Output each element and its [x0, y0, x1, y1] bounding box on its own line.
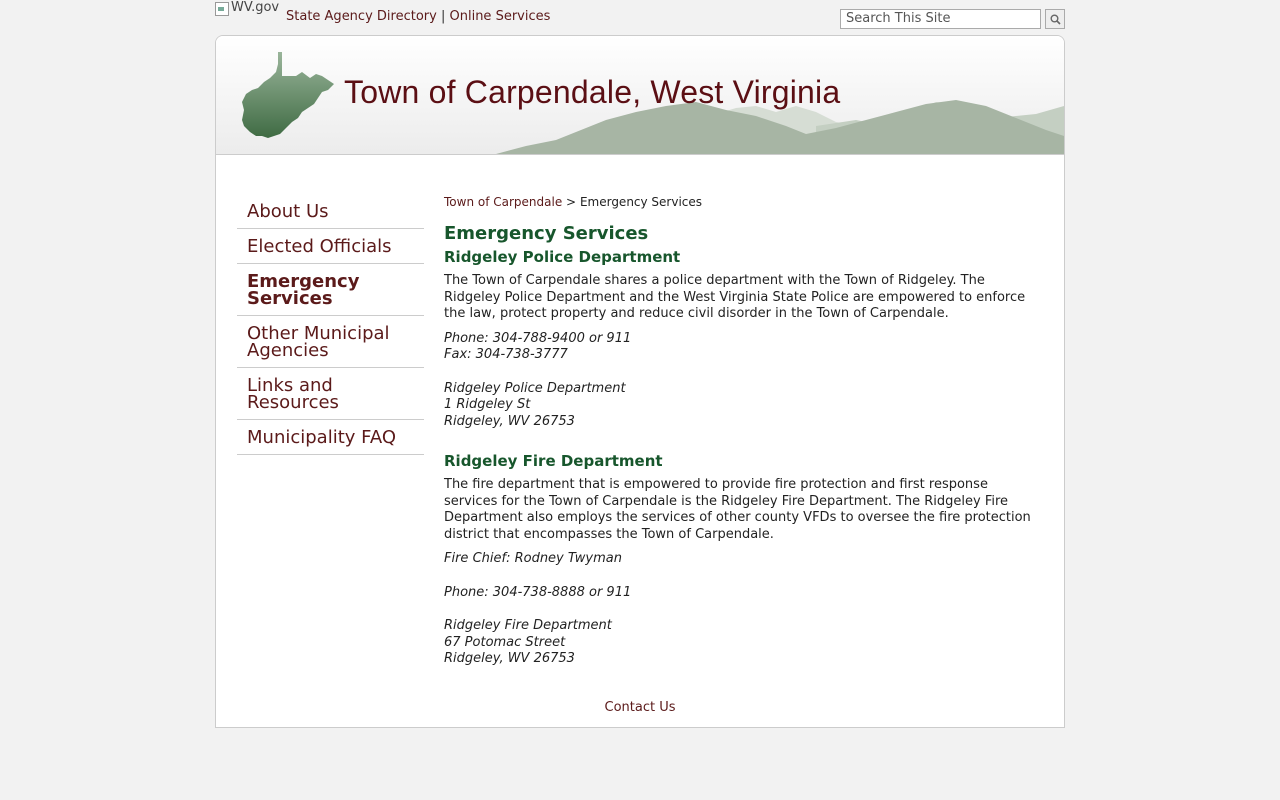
- fire-description: The fire department that is empowered to provide fire protection and first response services for the Town of Carpendale is the Ridgeley Fire Department. The Ridgeley Fire Department also employs the services of other county VFDs to oversee the fire protection district that encompasses the Town of Carpendale.: [444, 477, 1031, 542]
- sidebar-item-other-municipal-agencies[interactable]: Other Municipal Agencies: [237, 316, 424, 368]
- police-heading: Ridgeley Police Department: [444, 248, 681, 266]
- police-phone: Phone: 304-788-9400 or 911: [444, 330, 632, 346]
- sidebar-item-elected-officials[interactable]: Elected Officials: [237, 229, 424, 264]
- fire-heading: Ridgeley Fire Department: [444, 452, 663, 470]
- fire-address-city: Ridgeley, WV 26753: [444, 651, 575, 666]
- search-icon: [1050, 14, 1061, 25]
- main-content: [444, 194, 1034, 668]
- sidebar-nav: [237, 194, 424, 455]
- sidebar-item-emergency-services[interactable]: Emergency Services: [237, 264, 424, 316]
- top-links-separator: |: [440, 9, 446, 24]
- page-title: Emergency Services: [444, 223, 649, 244]
- site-title: Town of Carpendale, West Virginia: [344, 74, 841, 110]
- police-fax: Fax: 304-738-3777: [444, 347, 568, 362]
- wv-gov-logo[interactable]: [215, 0, 279, 16]
- online-services-link[interactable]: Online Services: [449, 9, 551, 24]
- page-card: [215, 35, 1065, 728]
- top-links: [286, 9, 550, 24]
- fire-address-name: Ridgeley Fire Department: [444, 618, 612, 633]
- sidebar-item-about-us[interactable]: About Us: [237, 194, 424, 229]
- broken-image-icon: [215, 2, 229, 16]
- breadcrumb-current: Emergency Services: [579, 195, 703, 209]
- search-input[interactable]: Search This Site: [840, 9, 1041, 29]
- fire-address-street: 67 Potomac Street: [444, 634, 566, 650]
- footer: [216, 700, 1064, 715]
- search-button[interactable]: [1045, 9, 1065, 29]
- police-address-street: 1 Ridgeley St: [444, 397, 531, 412]
- police-address-name: Ridgeley Police Department: [444, 380, 626, 396]
- state-agency-directory-link[interactable]: State Agency Directory: [286, 9, 437, 24]
- top-bar: [215, 0, 1065, 36]
- fire-phone: Phone: 304-738-8888 or 911: [444, 584, 632, 600]
- fire-chief: Fire Chief: Rodney Twyman: [444, 551, 622, 566]
- police-description: The Town of Carpendale shares a police department with the Town of Ridgeley. The Ridgeley Police Department and the West Virginia State Police are empowered to enforce the law, protect property and reduce civil disorder in the Town of Carpendale.: [444, 273, 1026, 321]
- west-virginia-state-icon: [240, 50, 336, 140]
- site-banner: [216, 36, 1064, 155]
- sidebar-item-links-and-resources[interactable]: Links and Resources: [237, 368, 424, 420]
- site-search: [840, 9, 1065, 29]
- breadcrumb: [444, 195, 1034, 209]
- contact-us-link[interactable]: Contact Us: [604, 700, 676, 715]
- breadcrumb-separator: >: [566, 195, 577, 209]
- breadcrumb-home-link[interactable]: Town of Carpendale: [444, 195, 563, 209]
- wv-gov-logo-alt: WV.gov: [231, 0, 280, 15]
- sidebar-item-municipality-faq[interactable]: Municipality FAQ: [237, 420, 424, 455]
- police-address-city: Ridgeley, WV 26753: [444, 413, 575, 429]
